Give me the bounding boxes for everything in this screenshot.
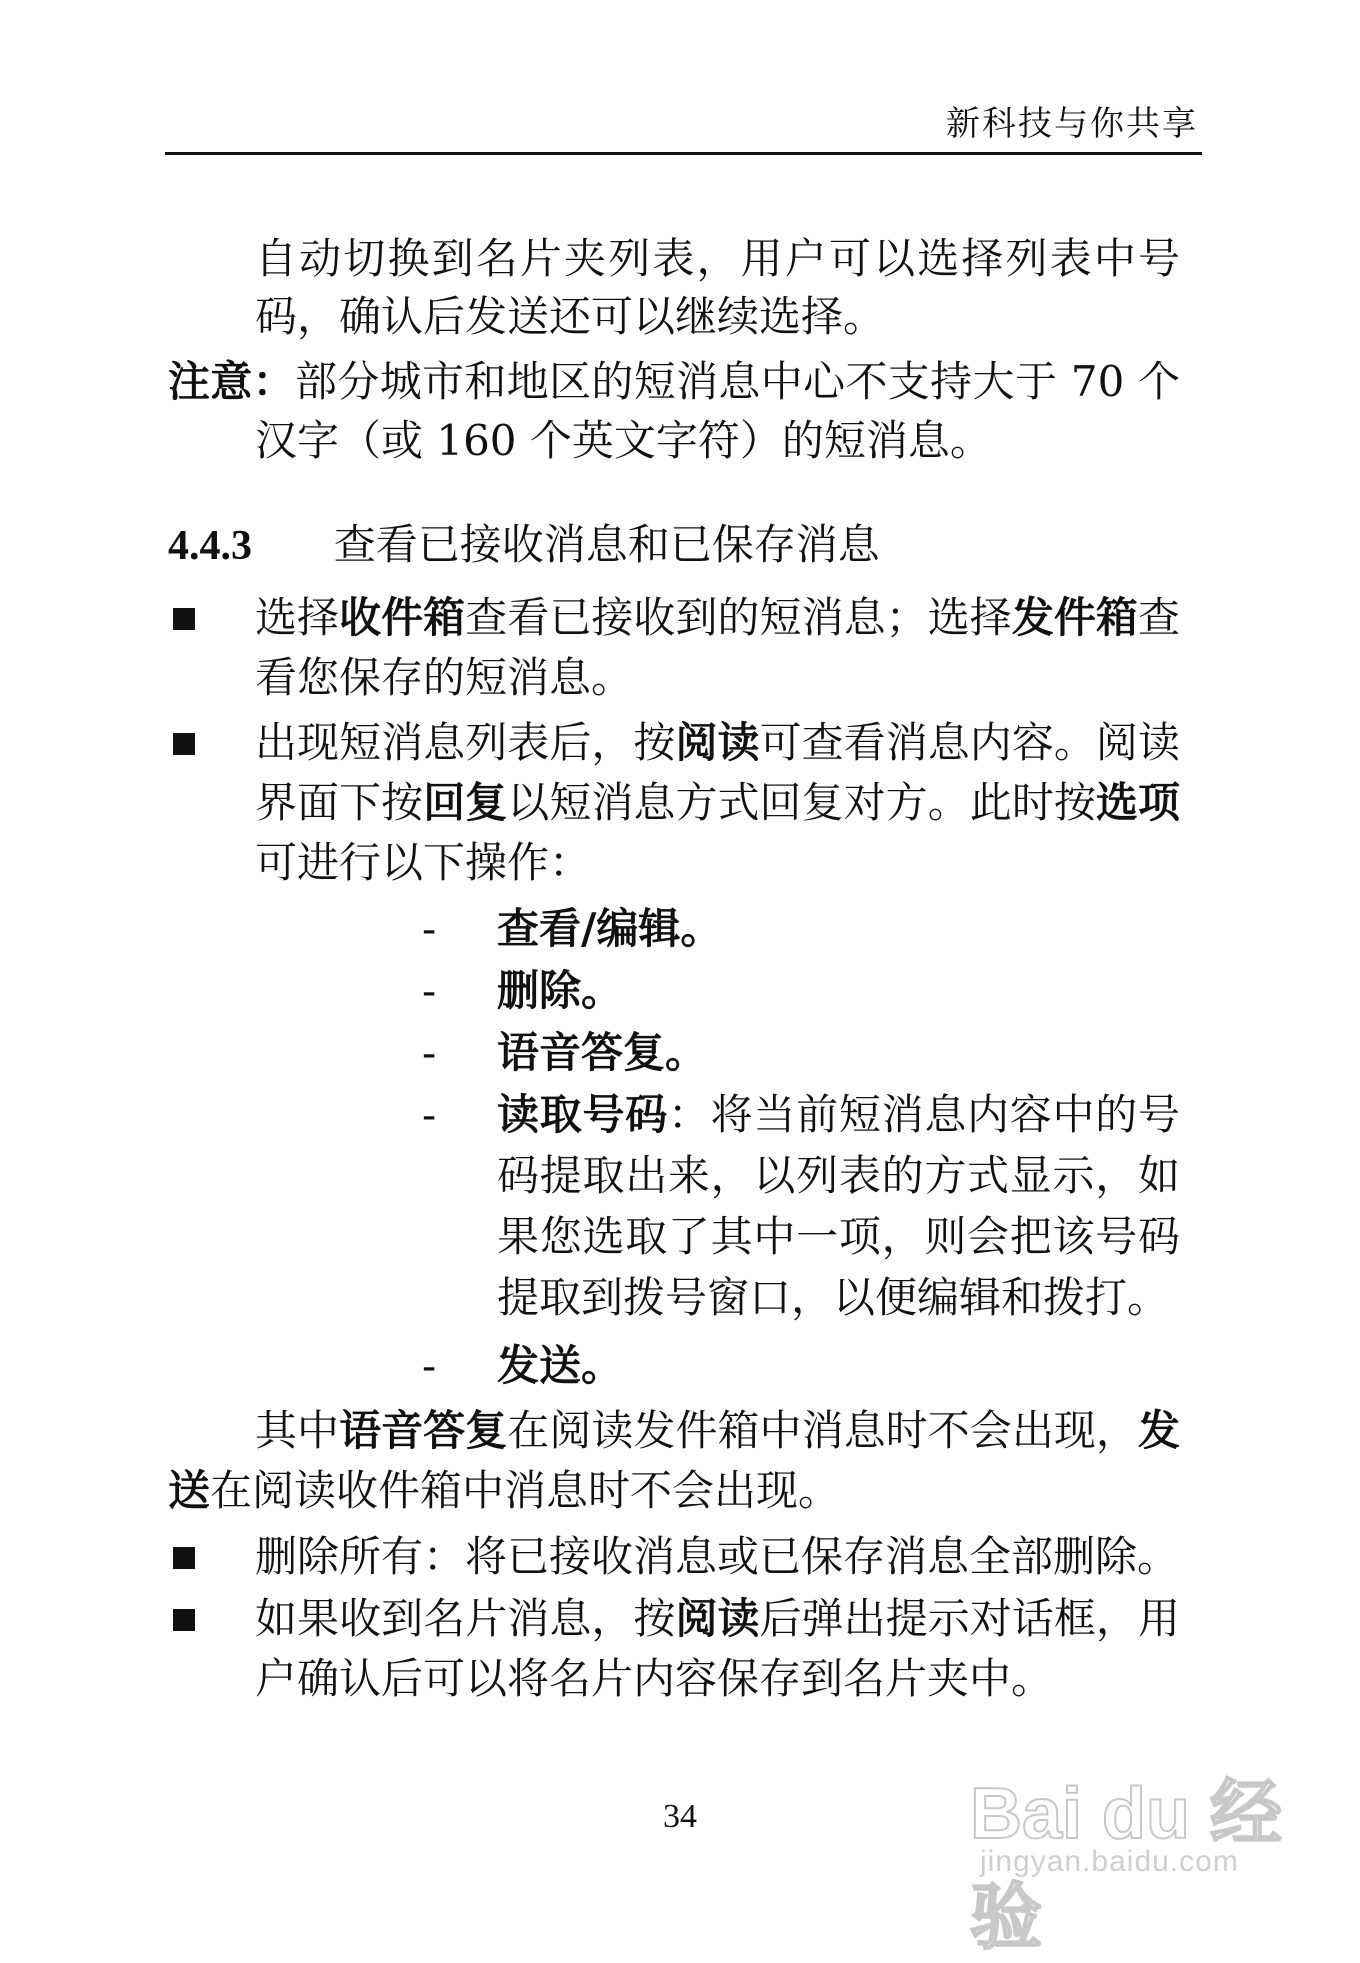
section-heading <box>168 520 880 569</box>
option-line: 果您选取了其中一项，则会把该号码 <box>497 1212 1180 1261</box>
paragraph-line: 自动切换到名片夹列表，用户可以选择列表中号 <box>255 234 1180 283</box>
text-run: 在阅读收件箱中消息时不会出现。 <box>210 1466 841 1515</box>
paragraph-line <box>168 1466 841 1515</box>
text-run: 如果收到名片消息，按 <box>255 1594 676 1643</box>
header-rule <box>165 152 1202 155</box>
bullet-marker <box>173 1547 195 1569</box>
options-term: 选项 <box>1095 778 1180 827</box>
watermark-url: jingyan.baidu.com <box>980 1845 1239 1878</box>
send-term: 送 <box>168 1466 211 1515</box>
section-number: 4.4.3 <box>168 523 252 569</box>
list-dash: - <box>422 1028 437 1077</box>
bullet-line: 户确认后可以将名片内容保存到名片夹中。 <box>255 1654 1054 1703</box>
bullet-line <box>255 778 1180 827</box>
send-term: 发 <box>1137 1406 1180 1455</box>
read-number-term: 读取号码 <box>497 1090 668 1139</box>
text-run: 查看已接收到的短消息；选择 <box>465 593 1012 642</box>
paragraph-line: 码，确认后发送还可以继续选择。 <box>255 292 886 341</box>
note-label: 注意： <box>168 357 296 406</box>
option-read-number <box>497 1090 1180 1139</box>
note-text: 部分城市和地区的短消息中心不支持大于 70 个 <box>295 357 1180 406</box>
inbox-term: 收件箱 <box>339 593 466 642</box>
bullet-marker <box>173 608 195 630</box>
text-run: 查 <box>1137 593 1180 642</box>
page-number: 34 <box>663 1798 697 1835</box>
outbox-term: 发件箱 <box>1011 593 1138 642</box>
list-dash: - <box>422 1090 437 1139</box>
option-send: 发送。 <box>497 1341 624 1390</box>
option-line: 码提取出来，以列表的方式显示，如 <box>497 1151 1180 1200</box>
option-voice-reply: 语音答复。 <box>497 1028 708 1077</box>
text-run: 在阅读发件箱中消息时不会出现， <box>507 1406 1138 1455</box>
reply-term: 回复 <box>423 778 508 827</box>
text-run: 后弹出提示对话框，用 <box>759 1594 1180 1643</box>
text-run: 界面下按 <box>255 778 424 827</box>
bullet-line: 删除所有：将已接收消息或已保存消息全部删除。 <box>255 1532 1180 1581</box>
bullet-line: 看您保存的短消息。 <box>255 653 634 702</box>
text-run: 其中 <box>255 1406 340 1455</box>
section-title: 查看已接收消息和已保存消息 <box>333 520 880 569</box>
bullet-line <box>255 1594 1180 1643</box>
voice-reply-term: 语音答复 <box>339 1406 508 1455</box>
watermark-logo: Bai du 经验 <box>970 1774 1283 1958</box>
option-line: 提取到拨号窗口，以便编辑和拨打。 <box>497 1273 1170 1322</box>
list-dash: - <box>422 1341 437 1390</box>
bullet-marker <box>173 1609 195 1631</box>
bullet-marker <box>173 733 195 755</box>
text-run: 选择 <box>255 593 340 642</box>
option-view-edit: 查看/编辑。 <box>497 904 723 953</box>
text-run: 以短消息方式回复对方。此时按 <box>507 778 1096 827</box>
bullet-line: 可进行以下操作： <box>255 838 592 887</box>
text-run: 可查看消息内容。阅读 <box>759 718 1180 767</box>
note-line: 汉字（或 160 个英文字符）的短消息。 <box>255 416 992 465</box>
option-delete: 删除。 <box>497 966 624 1015</box>
list-dash: - <box>422 904 437 953</box>
list-dash: - <box>422 966 437 1015</box>
text-run: ：将当前短消息内容中的号 <box>667 1090 1180 1139</box>
read-term: 阅读 <box>675 1594 760 1643</box>
running-header: 新科技与你共享 <box>946 104 1198 144</box>
text-run: 出现短消息列表后，按 <box>255 718 676 767</box>
bullet-line <box>255 593 1180 642</box>
bullet-line <box>255 718 1180 767</box>
note-line <box>168 357 1180 406</box>
baidu-watermark <box>960 1725 1300 1958</box>
paragraph-line <box>255 1406 1180 1455</box>
read-term: 阅读 <box>675 718 760 767</box>
